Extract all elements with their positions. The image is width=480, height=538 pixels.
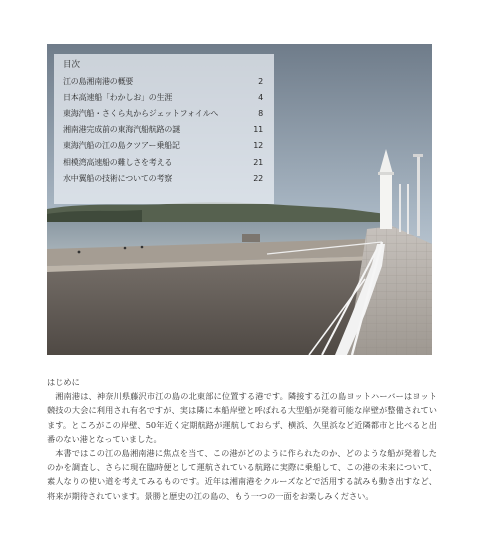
toc-item-label: 日本高速船「わかしお」の生涯 xyxy=(63,92,173,102)
toc-item-label: 湘南港完成前の東海汽船航路の謎 xyxy=(63,125,180,135)
toc-item-label: 水中翼船の技術についての考察 xyxy=(63,173,173,183)
toc-item-page: 21 xyxy=(253,157,263,167)
toc-item[interactable] xyxy=(63,73,265,89)
toc-item-label: 江の島湘南港の概要 xyxy=(63,76,134,86)
table-of-contents xyxy=(54,54,274,204)
introduction-section xyxy=(47,375,437,503)
toc-item-page: 11 xyxy=(253,125,263,135)
toc-item-page: 4 xyxy=(258,92,263,102)
toc-item-label: 相模湾高速船の難しさを考える xyxy=(63,157,173,167)
intro-paragraph: 湘南港は、神奈川県藤沢市江の島の北東部に位置する港です。隣接する江の島ヨットハーバーはヨット競技の大会に利用され有名ですが、実は隣に本船岸壁と呼ばれる大型船が発着可能な岸壁が整備されています。ところがこの岸壁、50年近く定期航路が運航しておらず、横浜、久里浜など近隣都市と比べると出番のない港となっていました。 xyxy=(47,391,437,444)
intro-paragraph: 本書ではこの江の島湘南港に焦点を当て、この港がどのように作られたのか、どのような船が発着したのかを調査し、さらに現在臨時便として運航されている航路に実際に乗船して、この港の未来について、素人なりの使い道を考えてみるものです。近年は湘南港をクルーズなどで活用する試みも動き出すなど、将来が期待されています。景勝と歴史の江の島の、もう一つの一面をお楽しみください。 xyxy=(47,448,437,501)
toc-item[interactable] xyxy=(63,170,265,186)
toc-title: 目次 xyxy=(63,60,81,70)
toc-item[interactable] xyxy=(63,89,265,105)
toc-item-page: 2 xyxy=(258,76,263,86)
toc-item-page: 12 xyxy=(253,141,263,151)
toc-item[interactable] xyxy=(63,105,265,121)
toc-item[interactable] xyxy=(63,154,265,170)
intro-heading: はじめに xyxy=(47,377,80,387)
toc-item-label: 東海汽船の江の島クツアー乗船記 xyxy=(63,141,180,151)
toc-item[interactable] xyxy=(63,122,265,138)
toc-item-label: 東海汽船・さくら丸からジェットフォイルへ xyxy=(63,108,219,118)
toc-item-page: 22 xyxy=(253,173,263,183)
toc-item[interactable] xyxy=(63,138,265,154)
toc-item-page: 8 xyxy=(258,108,263,118)
